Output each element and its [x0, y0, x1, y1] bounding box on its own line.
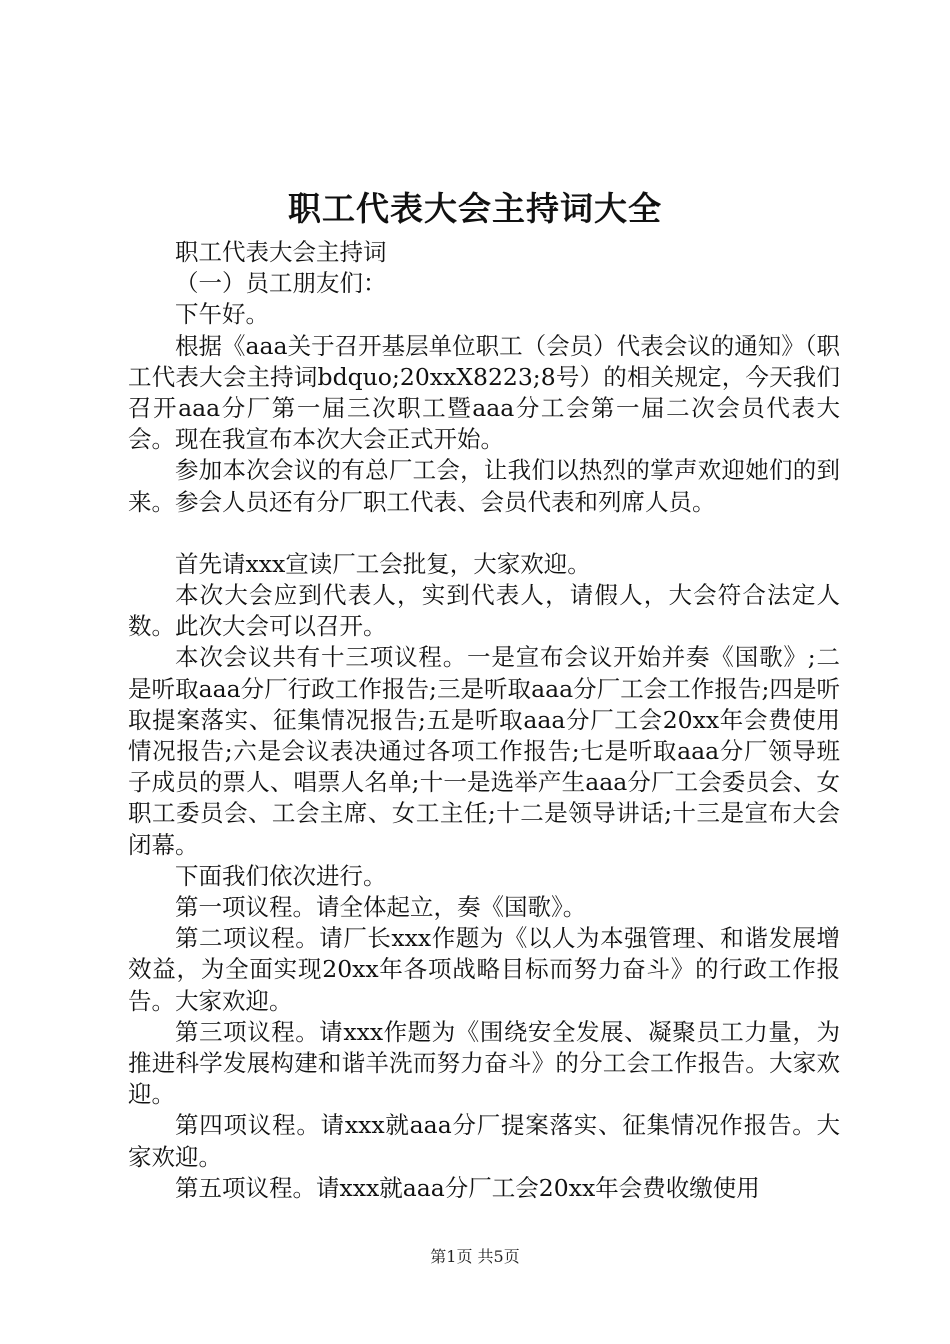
document-body: [128, 237, 840, 1204]
paragraph-proceed: 下面我们依次进行。: [175, 861, 387, 890]
paragraph-salutation: （一）员工朋友们：: [175, 269, 387, 298]
paragraph-item-1: 第一项议程。请全体起立，奏《国歌》。: [175, 893, 587, 922]
paragraph-opening: 根据《aaa关于召开基层单位职工（会员）代表会议的通知》（职工代表大会主持词bdquo;20xxX8223;8号）的相关规定，今天我们召开aaa分厂第一届三次职工暨aaa分工会第一届二次会员代表大会。现在我宣布本次大会正式开始。: [128, 331, 840, 454]
paragraph-quorum: 本次大会应到代表人，实到代表人，请假人，大会符合法定人数。此次大会可以召开。: [128, 581, 840, 641]
paragraph-item-3: 第三项议程。请xxx作题为《围绕安全发展、凝聚员工力量，为推进科学发展构建和谐羊洗而努力奋斗》的分工会工作报告。大家欢迎。: [128, 1017, 840, 1109]
paragraph-agenda: 本次会议共有十三项议程。一是宣布会议开始并奏《国歌》;二是听取aaa分厂行政工作报告;三是听取aaa分厂工会工作报告;四是听取提案落实、征集情况报告;五是听取aaa分厂工会20xx年会费使用情况报告;六是会议表决通过各项工作报告;七是听取aaa分厂领导班子成员的票人、唱票人名单;十一是选举产生aaa分厂工会委员会、女职工委员会、工会主席、女工主任;十二是领导讲话;十三是宣布大会闭幕。: [128, 643, 840, 859]
paragraph-heading: 职工代表大会主持词: [175, 238, 387, 266]
paragraph-item-5: 第五项议程。请xxx就aaa分厂工会20xx年会费收缴使用: [175, 1173, 760, 1202]
paragraph-approval: 首先请xxx宣读厂工会批复，大家欢迎。: [175, 549, 591, 578]
paragraph-spacer: [128, 518, 840, 549]
paragraph-attendees: 参加本次会议的有总厂工会，让我们以热烈的掌声欢迎她们的到来。参会人员还有分厂职工代表、会员代表和列席人员。: [128, 456, 840, 516]
paragraph-item-2: 第二项议程。请厂长xxx作题为《以人为本强管理、和谐发展增效益，为全面实现20xx年各项战略目标而努力奋斗》的行政工作报告。大家欢迎。: [128, 924, 840, 1015]
paragraph-greeting: 下午好。: [175, 300, 269, 329]
paragraph-item-4: 第四项议程。请xxx就aaa分厂提案落实、征集情况作报告。大家欢迎。: [128, 1111, 840, 1171]
document-title: 职工代表大会主持词大全: [288, 189, 662, 228]
page-number: 第1页 共5页: [430, 1247, 520, 1266]
